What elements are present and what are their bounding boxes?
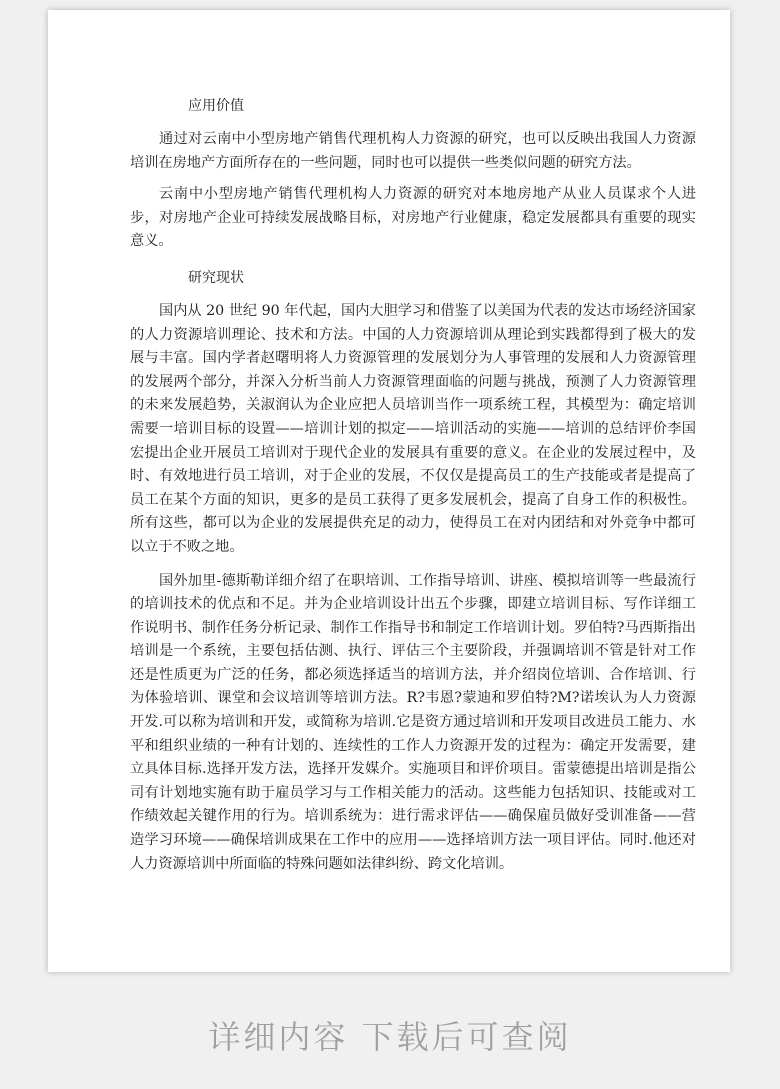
- document-page: [48, 10, 730, 972]
- paragraph-1: 通过对云南中小型房地产销售代理机构人力资源的研究，也可以反映出我国人力资源培训在房地产方面所存在的一些问题，同时也可以提供一些类似问题的研究方法。: [130, 131, 696, 171]
- section-heading-research-status: 研究现状: [188, 269, 244, 286]
- paragraph-2: 云南中小型房地产销售代理机构人力资源的研究对本地房地产从业人员谋求个人进步，对房地产企业可持续发展战略目标，对房地产行业健康，稳定发展都具有重要的现实意义。: [130, 186, 696, 250]
- download-hint-footer: 详细内容 下载后可查阅: [208, 1018, 572, 1056]
- document-body: [130, 96, 696, 886]
- paragraph-3: 国内从 20 世纪 90 年代起，国内大胆学习和借鉴了以美国为代表的发达市场经济国家的人力资源培训理论、技术和方法。中国的人力资源培训从理论到实践都得到了极大的发展与丰富。国内学者赵曙明将人力资源管理的发展划分为人事管理的发展和人力资源管理的发展两个部分，并深入分析当前人力资源管理面临的问题与挑战，预测了人力资源管理的未来发展趋势，关淑润认为企业应把人员培训当作一项系统工程，其模型为：确定培训需要一培训目标的设置——培训计划的拟定——培训活动的实施——培训的总结评价李国宏提出企业开展员工培训对于现代企业的发展具有重要的意义。在企业的发展过程中，及时、有效地进行员工培训，对于企业的发展，不仅仅是提高员工的生产技能或者是提高了员工在某个方面的知识，更多的是员工获得了更多发展机会，提高了自身工作的积极性。所有这些，都可以为企业的发展提供充足的动力，使得员工在对内团结和对外竞争中都可以立于不败之地。: [130, 302, 696, 555]
- section-heading-application-value: 应用价值: [188, 98, 244, 114]
- paragraph-4: 国外加里-德斯勒详细介绍了在职培训、工作指导培训、讲座、模拟培训等一些最流行的培训技术的优点和不足。并为企业培训设计出五个步骤，即建立培训目标、写作详细工作说明书、制作任务分析记录、制作工作指导书和制定工作培训计划。罗伯特?马西斯指出培训是一个系统，主要包括估测、执行、评估三个主要阶段，并强调培训不管是针对工作还是性质更为广泛的任务，都必须选择适当的培训方法，并介绍岗位培训、合作培训、行为体验培训、课堂和会议培训等培训方法。R?韦恩?蒙迪和罗伯特?M?诺埃认为人力资源开发.可以称为培训和开发，或简称为培训.它是资方通过培训和开发项目改进员工能力、水平和组织业绩的一种有计划的、连续性的工作人力资源开发的过程为：确定开发需要，建立具体目标.选择开发方法，选择开发媒介。实施项目和评价项目。雷蒙德提出培训是指公司有计划地实施有助于雇员学习与工作相关能力的活动。这些能力包括知识、技能或对工作绩效起关键作用的行为。培训系统为：进行需求评估——确保雇员做好受训准备——营造学习环境——确保培训成果在工作中的应用——选择培训方法一项目评估。同时.他还对人力资源培训中所面临的特殊问题如法律纠纷、跨文化培训。: [130, 572, 696, 872]
